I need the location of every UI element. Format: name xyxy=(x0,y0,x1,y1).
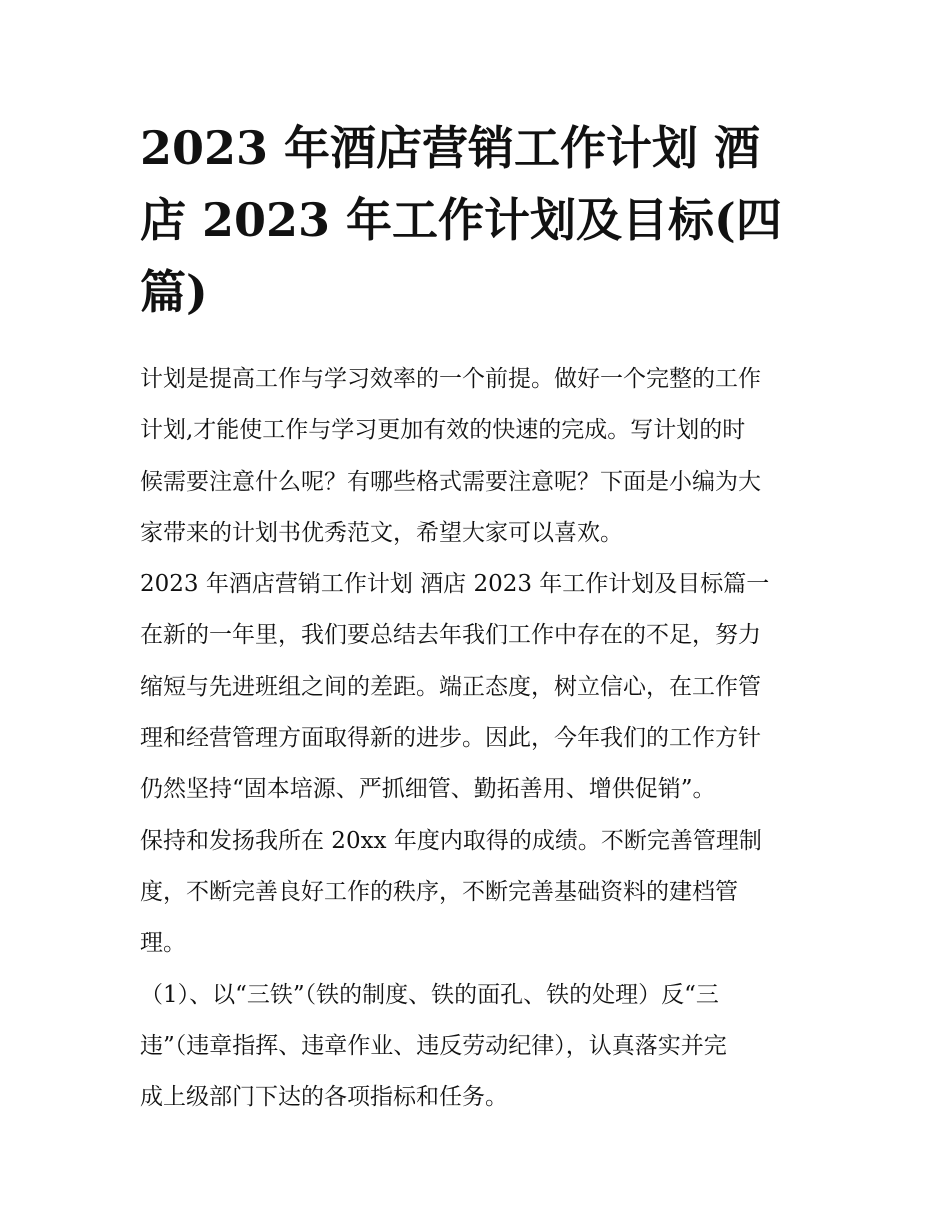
body-paragraph xyxy=(140,816,820,970)
text-line: 理。 xyxy=(140,930,186,957)
text-line: 缩短与先进班组之间的差距。端正态度，树立信心，在工作管 xyxy=(140,673,761,700)
text-line: 计划,才能使工作与学习更加有效的快速的完成。写计划的时 xyxy=(140,417,746,444)
text-line: 候需要注意什么呢？有哪些格式需要注意呢？下面是小编为大 xyxy=(140,468,761,495)
text-line: 仍然坚持“固本培源、严抓细管、勤拓善用、增供促销”。 xyxy=(140,776,716,803)
document-body xyxy=(140,354,820,1123)
section-heading xyxy=(140,559,820,610)
body-paragraph xyxy=(140,610,820,815)
text-line: 理和经营管理方面取得新的进步。因此，今年我们的工作方针 xyxy=(140,725,761,752)
title-line: 店 2023 年工作计划及目标(四 xyxy=(140,193,782,247)
text-line: 2023 年酒店营销工作计划 酒店 2023 年工作计划及目标篇一 xyxy=(140,571,770,598)
text-line: 度，不断完善良好工作的秩序，不断完善基础资料的建档管 xyxy=(140,878,738,905)
text-line: 在新的一年里，我们要总结去年我们工作中存在的不足，努力 xyxy=(140,622,761,649)
text-line: 家带来的计划书优秀范文，希望大家可以喜欢。 xyxy=(140,519,623,546)
document-title xyxy=(140,112,820,328)
body-paragraph xyxy=(140,970,820,1124)
text-line: 计划是提高工作与学习效率的一个前提。做好一个完整的工作 xyxy=(140,366,761,392)
text-line: 违”（违章指挥、违章作业、违反劳动纪律），认真落实并完 xyxy=(140,1032,727,1059)
intro-paragraph xyxy=(140,354,820,559)
text-line: （1）、以“三铁”（铁的制度、铁的面孔、铁的处理）反“三 xyxy=(140,981,719,1008)
text-line: 保持和发扬我所在 20xx 年度内取得的成绩。不断完善管理制 xyxy=(140,827,762,854)
title-line: 2023 年酒店营销工作计划 酒 xyxy=(140,121,761,175)
text-line: 成上级部门下达的各项指标和任务。 xyxy=(140,1084,508,1111)
title-line: 篇) xyxy=(140,265,208,319)
